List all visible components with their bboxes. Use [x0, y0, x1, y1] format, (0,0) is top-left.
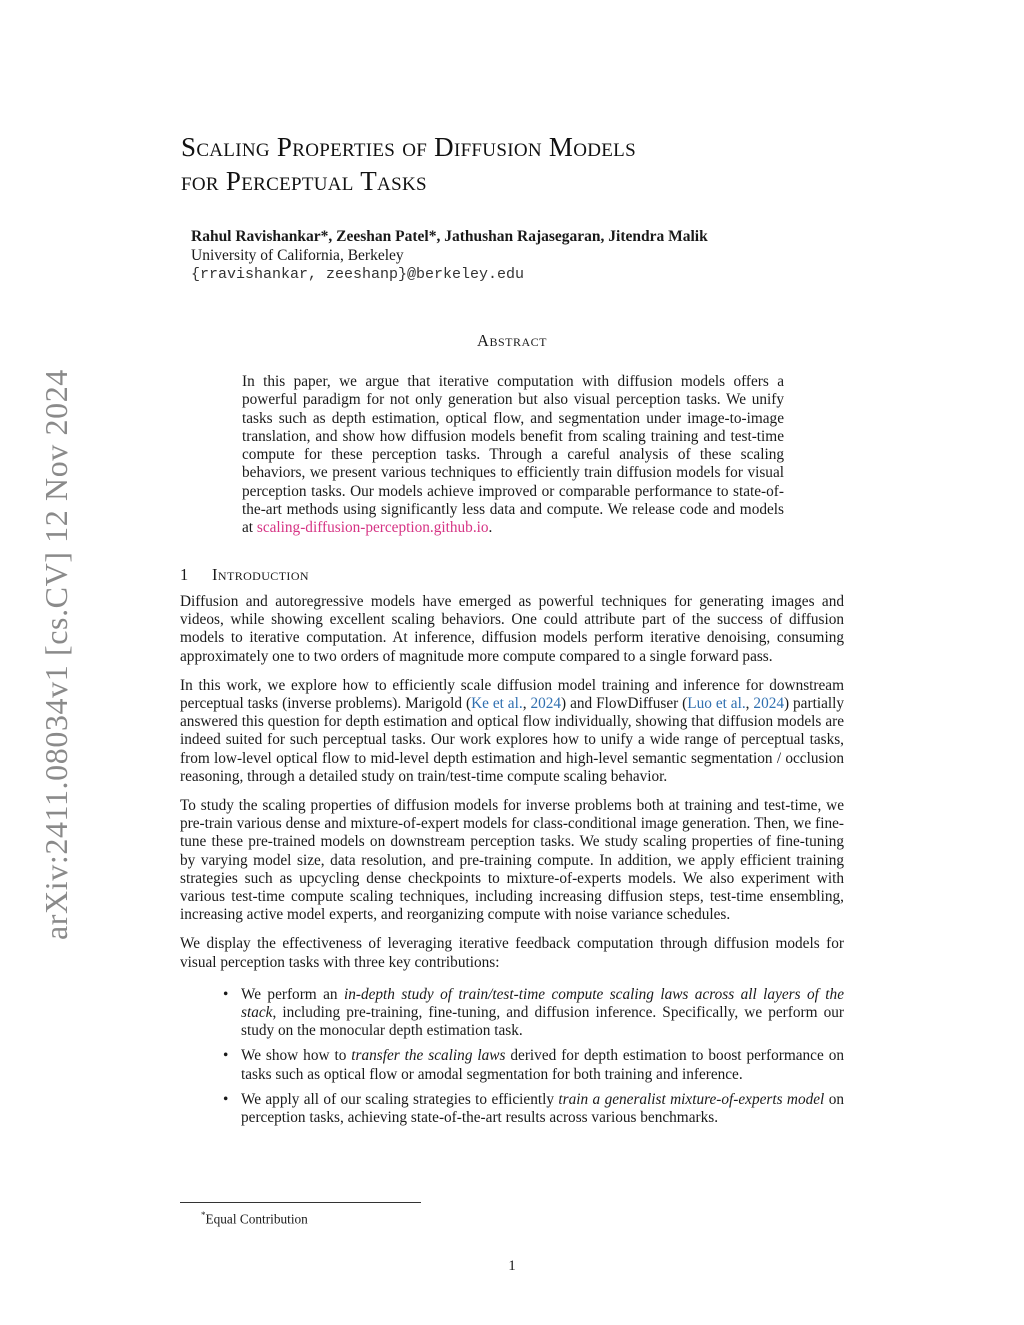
abstract-text: In this paper, we argue that iterative computation with diffusion models offers a powerful paradigm for not only generation but also visual perception tasks. We unify tasks such as depth estimation, optical flow, and segmentation under image-to-image translation, and show how diffusion models benefit from scaling training and test-time compute for these perception tasks. Through a careful analysis of these scaling behaviors, we present various techniques to efficiently train diffusion models for visual perception tasks. Our models achieve improved or comparable performance to state-of-the-art methods using significantly less data and compute. We release code and models at: [242, 373, 784, 537]
page-number: 1: [508, 1258, 516, 1274]
footnote: [201, 1207, 308, 1227]
author-email: {rravishankar, zeeshanp}@berkeley.edu: [191, 266, 525, 283]
citation-separator-1: ,: [522, 695, 531, 713]
paragraph-1: Diffusion and autoregressive models have emerged as powerful techniques for generating images and videos, while showing excellent scaling behaviors. One could attribute part of the success of diffusion models to iterative computation. At inference, diffusion models perform iterative denoising, consuming approximately one to two orders of magnitude more compute compared to a single forward pass.: [180, 593, 844, 665]
citation-ke-year[interactable]: 2024: [530, 695, 562, 713]
contribution-item-1: [241, 986, 844, 1041]
abstract-end: .: [488, 519, 493, 537]
footnote-text: Equal Contribution: [205, 1211, 308, 1227]
title-line-2: for Perceptual Tasks: [181, 166, 427, 196]
paragraph-3: To study the scaling properties of diffusion models for inverse problems both at training and test-time, we pre-train various dense and mixture-of-expert models for class-conditional image generation. Then, we fine-tune these pre-trained models on downstream perception tasks. We study scaling properties of fine-tuning by varying model size, data resolution, and pre-training compute. In addition, we apply efficient training strategies such as upcycling dense checkpoints to mixture-of-experts models. We also experiment with various test-time compute scaling techniques, including increasing diffusion steps, test-time ensembling, increasing active model experts, and reorganizing compute with noise variance schedules.: [180, 797, 844, 924]
citation-separator-2: ,: [745, 695, 754, 713]
arxiv-identifier-stamp: arXiv:2411.08034v1 [cs.CV] 12 Nov 2024: [38, 369, 74, 940]
contribution-2-text-a: We show how to: [241, 1047, 352, 1065]
citation-ke-author[interactable]: Ke et al.: [471, 695, 523, 713]
paragraph-2-text-a: In this work, we explore how to efficiently scale diffusion model training and inference for downstream perceptual tasks (inverse problems). Marigold (: [180, 676, 844, 713]
author-names: Rahul Ravishankar*, Zeeshan Patel*, Jathushan Rajasegaran, Jitendra Malik: [191, 228, 708, 245]
contribution-1-emphasis: in-depth study of train/test-time compute scaling laws across all layers of the stack: [241, 985, 844, 1022]
footnote-mark: *: [201, 1210, 206, 1220]
contribution-2-emphasis: transfer the scaling laws: [351, 1047, 506, 1065]
contribution-2-text-b: derived for depth estimation to boost performance on tasks such as optical flow or amodal segmentation for both training and inference.: [241, 1047, 844, 1083]
introduction-body: [180, 593, 844, 1134]
title-line-1: Scaling Properties of Diffusion Models: [181, 132, 636, 162]
contribution-3-text-b: on perception tasks, achieving state-of-the-art results across various benchmarks.: [241, 1090, 844, 1127]
paper-title: [181, 130, 861, 198]
section-title: Introduction: [212, 565, 309, 584]
contribution-3-emphasis: train a generalist mixture-of-experts model: [558, 1090, 825, 1108]
contribution-item-2: [241, 1047, 844, 1083]
contributions-list: [180, 986, 844, 1127]
contribution-3-text-a: We apply all of our scaling strategies to efficiently: [241, 1090, 559, 1108]
paragraph-2-text-c: ) partially answered this question for depth estimation and optical flow individually, showing that diffusion models are indeed suited for such perceptual tasks. Our work explores how to unify a wide range of perceptual tasks, from low-level optical flow to mid-level depth estimation and high-level semantic segmentation / occlusion reasoning, through a detailed study on train/test-time compute scaling behavior.: [180, 695, 845, 785]
paragraph-2: [180, 677, 844, 786]
citation-luo-author[interactable]: Luo et al.: [687, 695, 746, 713]
contribution-1-text-a: We perform an: [241, 985, 344, 1003]
author-block: [191, 227, 891, 284]
paragraph-2-text-b: ) and FlowDiffuser (: [561, 695, 688, 713]
footnote-divider: [180, 1202, 421, 1203]
project-page-link[interactable]: scaling-diffusion-perception.github.io: [256, 519, 489, 537]
author-affiliation: University of California, Berkeley: [191, 247, 404, 264]
abstract-body: [242, 373, 784, 538]
contribution-item-3: [241, 1091, 844, 1127]
citation-luo-year[interactable]: 2024: [753, 695, 785, 713]
contribution-1-text-b: , including pre-training, fine-tuning, and diffusion inference. Specifically, we perform our study on the monocular depth estimation task.: [241, 1004, 844, 1040]
section-heading-introduction: [180, 565, 309, 585]
abstract-heading: Abstract: [477, 331, 547, 350]
section-number: 1: [180, 565, 189, 584]
paragraph-4: We display the effectiveness of leveraging iterative feedback computation through diffusion models for visual perception tasks with three key contributions:: [180, 935, 844, 971]
